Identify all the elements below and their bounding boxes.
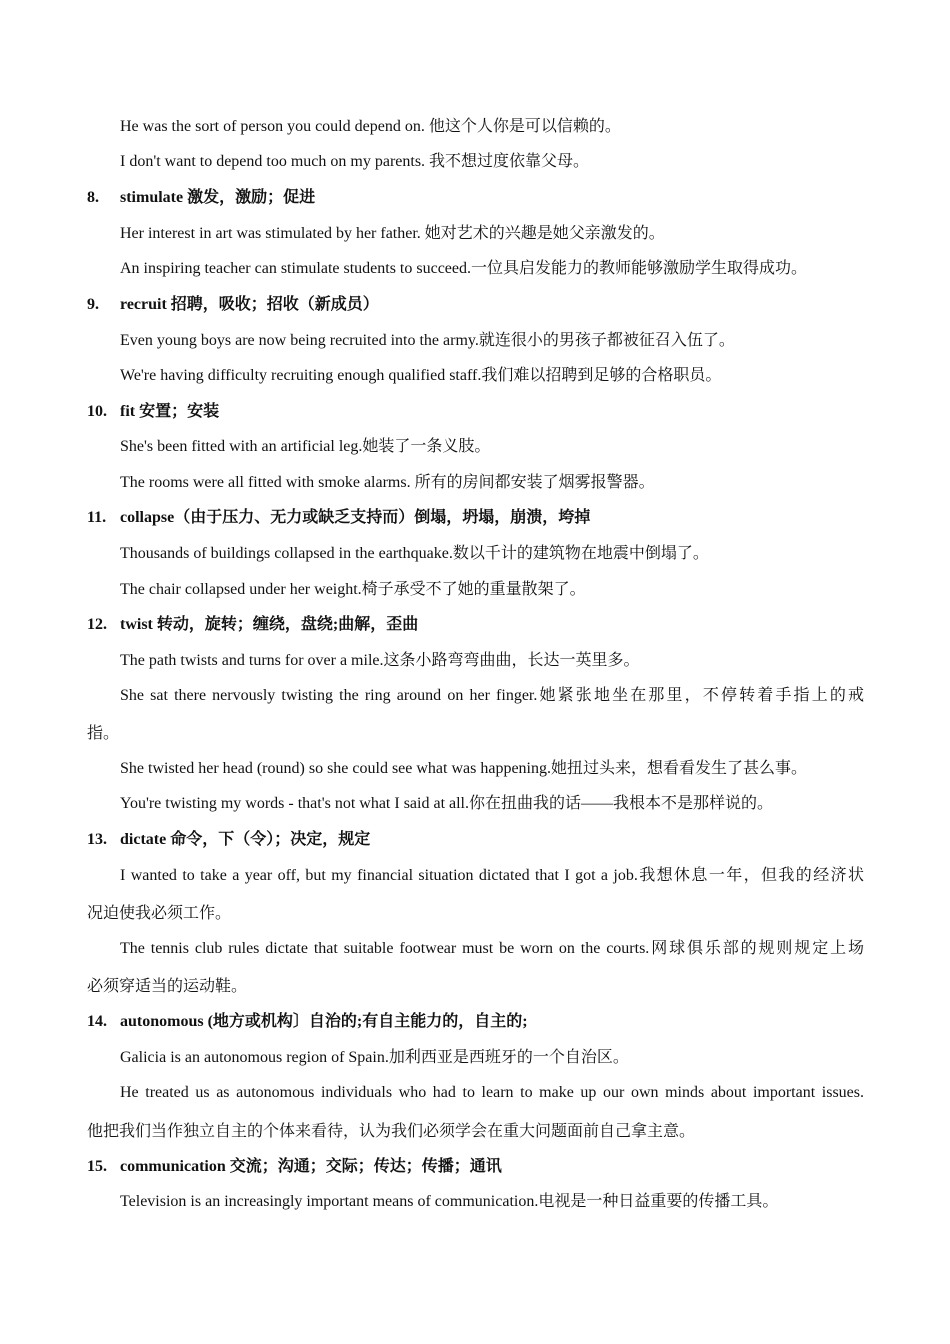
entry-word: stimulate 激发，激励；促进 [120,189,316,206]
entry-number: 10. [87,403,107,420]
example-sentence: The tennis club rules dictate that suitable footwear must be worn on the courts.网球俱乐部的规则规定上场 [120,940,864,957]
entry-number: 12. [87,616,107,633]
entry-number: 14. [87,1013,107,1030]
entry-word: dictate 命令，下（令）；决定，规定 [120,831,371,848]
entry-number: 15. [87,1158,107,1175]
entry-word: recruit 招聘，吸收；招收（新成员） [120,296,379,313]
example-sentence-continuation: 况迫使我必须工作。 [87,905,232,922]
example-sentence: The rooms were all fitted with smoke alarms. 所有的房间都安装了烟雾报警器。 [120,474,655,491]
example-sentence: Galicia is an autonomous region of Spain.加利西亚是西班牙的一个自治区。 [120,1049,629,1066]
example-sentence: I don't want to depend too much on my parents. 我不想过度依靠父母。 [120,153,590,170]
example-sentence-continuation: 必须穿适当的运动鞋。 [87,978,248,995]
entry-number: 11. [87,509,107,526]
example-sentence: She's been fitted with an artificial leg.她装了一条义肢。 [120,438,491,455]
example-sentence: The chair collapsed under her weight.椅子承受不了她的重量散架了。 [120,581,586,598]
example-sentence: Her interest in art was stimulated by her father. 她对艺术的兴趣是她父亲激发的。 [120,225,665,242]
entry-word: fit 安置；安装 [120,403,220,420]
example-sentence: I wanted to take a year off, but my financial situation dictated that I got a job.我想休息一年，但我的经济状 [120,867,864,884]
entry-word: twist 转动，旋转；缠绕，盘绕;曲解，歪曲 [120,616,419,633]
entry-word: autonomous (地方或机构〕自治的;有自主能力的，自主的; [120,1013,528,1030]
example-sentence: Even young boys are now being recruited into the army.就连很小的男孩子都被征召入伍了。 [120,332,735,349]
example-sentence: He treated us as autonomous individuals who had to learn to make up our own minds about important issues. [120,1084,864,1101]
example-sentence: She twisted her head (round) so she could see what was happening.她扭过头来，想看看发生了甚么事。 [120,760,808,777]
entry-number: 9. [87,296,99,313]
entry-number: 13. [87,831,107,848]
example-sentence: Thousands of buildings collapsed in the earthquake.数以千计的建筑物在地震中倒塌了。 [120,545,709,562]
example-sentence-continuation: 指。 [87,725,120,742]
example-sentence: An inspiring teacher can stimulate students to succeed.一位具启发能力的教师能够激励学生取得成功。 [120,260,808,277]
example-sentence: He was the sort of person you could depend on. 他这个人你是可以信赖的。 [120,118,621,135]
example-sentence: We're having difficulty recruiting enough qualified staff.我们难以招聘到足够的合格职员。 [120,367,722,384]
entry-number: 8. [87,189,99,206]
example-sentence: Television is an increasingly important means of communication.电视是一种日益重要的传播工具。 [120,1193,779,1210]
entry-word: communication 交流；沟通；交际；传达；传播；通讯 [120,1158,502,1175]
example-sentence-continuation: 他把我们当作独立自主的个体来看待，认为我们必须学会在重大问题面前自己拿主意。 [87,1123,696,1140]
entry-word: collapse（由于压力、无力或缺乏支持而）倒塌，坍塌，崩溃，垮掉 [120,509,591,526]
example-sentence: You're twisting my words - that's not what I said at all.你在扭曲我的话——我根本不是那样说的。 [120,795,774,812]
example-sentence: She sat there nervously twisting the ring around on her finger.她紧张地坐在那里，不停转着手指上的戒 [120,687,864,704]
example-sentence: The path twists and turns for over a mile.这条小路弯弯曲曲，长达一英里多。 [120,652,640,669]
